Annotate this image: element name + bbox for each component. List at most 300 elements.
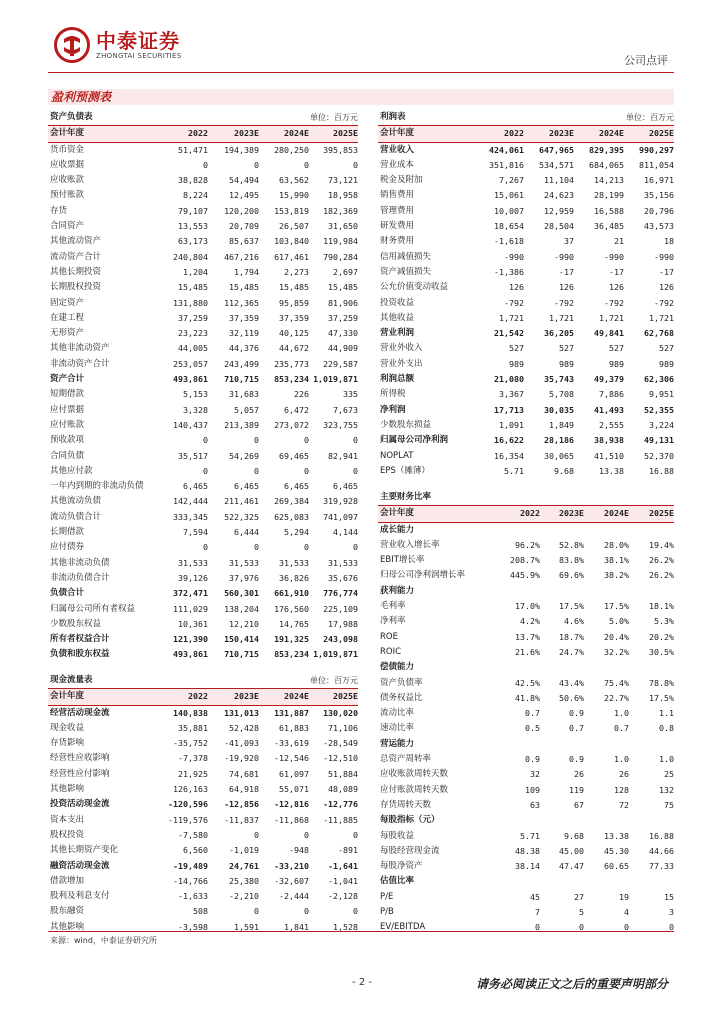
row-value: 111,029 — [173, 603, 208, 614]
row-value: 5.0% — [609, 616, 629, 627]
row-label: 其他影响 — [50, 921, 85, 932]
table-header-cell: 2022 — [166, 689, 208, 705]
row-value: 7,594 — [183, 527, 208, 538]
row-value: 5 — [579, 907, 584, 918]
row-value: 43,573 — [644, 221, 674, 232]
row-label: 投资收益 — [380, 297, 415, 308]
row-value: 85,637 — [229, 236, 260, 247]
row-value: 44,672 — [279, 343, 310, 354]
row-value: 31,650 — [328, 221, 359, 232]
row-label: 资产减值损失 — [380, 266, 432, 277]
row-label: 非流动资产合计 — [50, 358, 110, 369]
row-value: 17.5% — [559, 601, 584, 612]
row-value: 990,297 — [639, 144, 674, 155]
row-value: 1.0 — [659, 754, 674, 765]
row-value: -12,776 — [323, 799, 359, 810]
row-value: 1,721 — [549, 312, 574, 323]
row-value: 0 — [254, 906, 260, 917]
row-value: 28,186 — [544, 435, 574, 446]
row-label: 速动比率 — [380, 723, 415, 734]
row-label: 资产合计 — [50, 374, 85, 385]
row-value — [629, 660, 674, 675]
row-value: 684,065 — [589, 159, 624, 170]
row-value: 1,721 — [599, 312, 624, 323]
row-label: 经营性应付影响 — [50, 768, 110, 779]
row-value: 28.0% — [604, 539, 629, 550]
row-value: 52.8% — [559, 539, 584, 550]
row-value: 1,091 — [499, 419, 524, 430]
disclaimer: 请务必阅读正文之后的重要声明部分 — [475, 977, 668, 991]
table-row — [48, 647, 358, 662]
row-value: 37,359 — [279, 312, 310, 323]
row-value: 235,773 — [274, 358, 310, 369]
row-value: 229,587 — [323, 358, 359, 369]
row-value: 17.5% — [649, 692, 674, 703]
row-value: -41,093 — [224, 738, 260, 749]
row-label: 预收款项 — [50, 435, 85, 446]
row-label: 现金收益 — [50, 722, 85, 733]
table-row — [378, 372, 674, 387]
row-value: -12,546 — [274, 753, 310, 764]
row-value: 811,054 — [639, 159, 674, 170]
row-label: 负债和股东权益 — [50, 649, 110, 660]
row-value: 103,840 — [274, 236, 310, 247]
row-value: 10,361 — [178, 618, 208, 629]
row-value: 12,210 — [229, 618, 260, 629]
row-value: 269,384 — [274, 496, 310, 507]
row-label: 短期借款 — [50, 389, 85, 400]
row-value: 52,428 — [229, 722, 260, 733]
table-row — [48, 479, 358, 494]
row-label: P/B — [380, 907, 394, 918]
row-value: 95,859 — [279, 297, 310, 308]
row-value: 208.7% — [510, 555, 540, 566]
row-value: 853,234 — [274, 649, 310, 660]
row-value: 15 — [664, 891, 674, 902]
row-label: 货币资金 — [50, 144, 85, 155]
row-label: 存货周转天数 — [380, 799, 432, 810]
table-row — [48, 782, 358, 797]
row-label: 净利润 — [380, 404, 406, 415]
row-value: 1.0 — [614, 708, 629, 719]
table-title-row — [378, 490, 674, 506]
row-value: 351,816 — [489, 159, 524, 170]
income-statement-table — [378, 110, 674, 479]
row-value: 26 — [619, 769, 629, 780]
table-row — [48, 721, 358, 736]
row-value: 21 — [614, 236, 624, 247]
row-value: 176,560 — [274, 603, 310, 614]
row-value: 0.7 — [525, 708, 540, 719]
table-row — [378, 173, 674, 188]
row-value: -14,766 — [173, 875, 208, 886]
row-value: 35,881 — [178, 722, 208, 733]
row-value: 32,119 — [229, 328, 260, 339]
table-header-cell: 2025E — [629, 506, 674, 522]
row-value: -11,885 — [323, 814, 359, 825]
row-value: 49,131 — [644, 435, 674, 446]
row-value: 31,533 — [229, 557, 260, 568]
row-value: 776,774 — [323, 588, 359, 599]
table-row — [48, 586, 358, 601]
row-value — [540, 737, 584, 752]
row-value: 41,510 — [594, 450, 624, 461]
row-value: 140,437 — [173, 419, 208, 430]
row-label: 税金及附加 — [380, 175, 423, 186]
row-value: 13,553 — [178, 221, 208, 232]
row-value: 0 — [254, 829, 260, 840]
row-value: 4,144 — [333, 527, 359, 538]
row-value: 35,743 — [544, 374, 574, 385]
row-value: 395,853 — [323, 144, 359, 155]
table-row — [378, 311, 674, 326]
table-row — [378, 920, 674, 935]
row-value — [540, 522, 584, 538]
row-value: 42.5% — [515, 677, 540, 688]
table-header-cell: 2023E — [208, 126, 259, 142]
table-row — [48, 219, 358, 234]
row-value: 62,768 — [644, 328, 674, 339]
row-value: 47,330 — [328, 328, 359, 339]
table-row — [48, 843, 358, 858]
row-value: -1,641 — [328, 860, 359, 871]
table-row — [378, 844, 674, 859]
row-value: 240,804 — [173, 251, 208, 262]
row-value: 67 — [574, 799, 584, 810]
table-row — [48, 403, 358, 418]
table-header-cell: 2022 — [496, 506, 540, 522]
row-value: 3 — [669, 907, 674, 918]
row-value: 15,485 — [178, 282, 208, 293]
row-value: 0 — [203, 465, 208, 476]
row-value: 213,389 — [224, 419, 260, 430]
table-row — [378, 874, 674, 889]
row-value: 253,057 — [173, 358, 208, 369]
row-value: 20.2% — [649, 631, 674, 642]
table-row — [378, 464, 674, 479]
row-value: 17.0% — [515, 601, 540, 612]
row-value: 1,591 — [234, 921, 260, 932]
table-header-row — [48, 689, 358, 705]
row-value: 49,841 — [594, 328, 624, 339]
row-value: 24,761 — [229, 860, 260, 871]
table-row — [48, 265, 358, 280]
zhongtai-logo-icon — [54, 27, 90, 63]
row-value: 4.6% — [564, 616, 584, 627]
row-value: -3,598 — [178, 921, 208, 932]
row-label: 每股收益 — [380, 830, 415, 841]
row-value: 5.71 — [504, 465, 524, 476]
row-label: EBIT增长率 — [380, 555, 425, 566]
table-header-cell: 2024E — [259, 689, 309, 705]
row-value: 12,959 — [544, 205, 574, 216]
row-value: 15,061 — [494, 190, 524, 201]
row-value: 69.6% — [559, 570, 584, 581]
row-value: -1,618 — [494, 236, 524, 247]
row-value: 6,465 — [284, 481, 310, 492]
row-value: 194,389 — [224, 144, 260, 155]
table-row — [48, 234, 358, 249]
table-row — [48, 767, 358, 782]
row-value: 44,376 — [229, 343, 260, 354]
row-value: 560,301 — [224, 588, 260, 599]
row-label: 其他长期投资 — [50, 266, 102, 277]
row-value: 0 — [304, 159, 310, 170]
row-value: 52,370 — [644, 450, 674, 461]
table-unit: 单位：百万元 — [574, 110, 674, 126]
financial-ratios-table — [378, 490, 674, 936]
row-value: 0 — [304, 906, 310, 917]
row-value: -990 — [654, 251, 674, 262]
row-label: 估值比率 — [380, 876, 415, 887]
row-value: 16,354 — [494, 450, 524, 461]
row-label: 其他影响 — [50, 784, 85, 795]
row-value: 126 — [609, 282, 624, 293]
row-value: 30,065 — [544, 450, 574, 461]
row-label: 资本支出 — [50, 814, 85, 825]
row-label: 营运能力 — [380, 738, 415, 749]
table-row — [378, 737, 674, 752]
table-title: 现金流量表 — [48, 673, 259, 689]
table-row — [48, 889, 358, 904]
table-row — [48, 540, 358, 555]
row-label: 应付票据 — [50, 404, 85, 415]
row-value: 13.7% — [515, 631, 540, 642]
row-value: 1,204 — [183, 266, 208, 277]
row-value — [496, 584, 540, 599]
table-row — [378, 752, 674, 767]
row-value: 493,861 — [173, 374, 208, 385]
table-unit: 单位：百万元 — [259, 673, 358, 689]
table-row — [48, 556, 358, 571]
row-value: 31,533 — [178, 557, 208, 568]
table-row — [48, 813, 358, 828]
row-label: ROE — [380, 631, 398, 642]
table-row — [48, 387, 358, 402]
row-value: 131,880 — [173, 297, 208, 308]
row-value: -19,920 — [224, 753, 260, 764]
row-value: 508 — [193, 906, 208, 917]
row-label: 存货 — [50, 205, 68, 216]
row-label: 非流动负债合计 — [50, 572, 110, 583]
row-value: 20,796 — [644, 205, 674, 216]
table-row — [48, 874, 358, 889]
row-value: -17 — [559, 266, 574, 277]
row-label: 长期借款 — [50, 527, 85, 538]
row-value: 48.38 — [515, 845, 540, 856]
company-name-en: ZHONGTAI SECURITIES — [96, 51, 182, 60]
row-label: EV/EBITDA — [380, 922, 426, 933]
row-value: 5,153 — [183, 389, 208, 400]
table-header-cell: 2022 — [476, 126, 524, 142]
row-value: 75 — [664, 799, 674, 810]
row-value: 4.2% — [520, 616, 540, 627]
table-row — [378, 630, 674, 645]
row-value: -11,868 — [274, 814, 310, 825]
row-value: 6,465 — [234, 481, 260, 492]
row-value: 17,713 — [494, 404, 524, 415]
row-value: 527 — [659, 343, 674, 354]
row-value: 20,709 — [229, 221, 260, 232]
row-value: -17 — [659, 266, 674, 277]
row-value: 323,755 — [323, 419, 359, 430]
row-value: 112,365 — [224, 297, 260, 308]
row-label: 借款增加 — [50, 875, 85, 886]
row-value: 25,380 — [229, 875, 260, 886]
row-value: 5.3% — [654, 616, 674, 627]
row-value: 3,224 — [649, 419, 674, 430]
row-label: 偿债能力 — [380, 662, 415, 673]
row-value: 39,126 — [178, 572, 208, 583]
row-value: -2,128 — [328, 891, 359, 902]
row-value: 0 — [353, 159, 359, 170]
table-row — [378, 691, 674, 706]
row-value: -33,619 — [274, 738, 310, 749]
row-value: 38,938 — [594, 435, 624, 446]
table-row — [378, 813, 674, 828]
row-label: 应付债券 — [50, 542, 85, 553]
row-value — [584, 522, 629, 538]
row-label: 营业外收入 — [380, 343, 423, 354]
row-value: 28,199 — [594, 190, 624, 201]
table-row — [378, 403, 674, 418]
row-label: 其他流动负债 — [50, 496, 102, 507]
table-row — [48, 449, 358, 464]
row-value: 37,259 — [328, 312, 359, 323]
row-value: 131,887 — [274, 707, 310, 718]
row-value: 19 — [619, 891, 629, 902]
table-row — [378, 798, 674, 813]
row-value: 0.5 — [525, 723, 540, 734]
row-value: 6,465 — [183, 481, 208, 492]
footer-divider — [48, 931, 674, 932]
row-label: 合同资产 — [50, 221, 85, 232]
table-title: 利润表 — [378, 110, 574, 126]
table-row — [48, 188, 358, 203]
row-label: 股利及利息支付 — [50, 891, 110, 902]
table-row — [48, 341, 358, 356]
row-value: 1,019,871 — [313, 374, 359, 385]
row-value: 28,504 — [544, 221, 574, 232]
table-row — [378, 234, 674, 249]
table-row — [378, 538, 674, 553]
row-label: 研发费用 — [380, 221, 415, 232]
row-value: 37,259 — [178, 312, 208, 323]
table-row — [378, 204, 674, 219]
row-value: 61,097 — [279, 768, 310, 779]
row-value: 790,284 — [323, 251, 359, 262]
row-value: 372,471 — [173, 588, 208, 599]
row-value: 55,071 — [279, 784, 310, 795]
row-value: 60.65 — [604, 861, 629, 872]
row-value: 0 — [353, 906, 359, 917]
row-value — [496, 813, 540, 828]
row-label: 流动比率 — [380, 708, 415, 719]
row-value: 0 — [353, 435, 359, 446]
row-value: 26,507 — [279, 221, 310, 232]
row-value: 0 — [624, 922, 629, 933]
row-value: 16,971 — [644, 175, 674, 186]
row-value: 1,528 — [333, 921, 359, 932]
row-value — [629, 522, 674, 538]
table-row — [48, 418, 358, 433]
company-logo — [54, 27, 182, 63]
data-source: 来源：wind，中泰证券研究所 — [50, 936, 157, 945]
row-value: 83.8% — [559, 555, 584, 566]
row-value: -33,210 — [274, 860, 310, 871]
row-value: 78.8% — [649, 677, 674, 688]
table-row — [48, 571, 358, 586]
table-row — [378, 676, 674, 691]
row-value: 52,355 — [644, 404, 674, 415]
row-label: 负债合计 — [50, 588, 85, 599]
row-value: 0.8 — [659, 723, 674, 734]
row-value: 44,909 — [328, 343, 359, 354]
row-value: 31,533 — [328, 557, 359, 568]
row-value: -891 — [338, 845, 359, 856]
row-value: 0.9 — [569, 708, 584, 719]
row-value: -11,837 — [224, 814, 260, 825]
row-value: 4 — [624, 907, 629, 918]
row-label: 融资活动现金流 — [50, 860, 110, 871]
table-header-cell: 2023E — [208, 689, 259, 705]
table-row — [48, 357, 358, 372]
row-value — [629, 813, 674, 828]
row-value — [629, 737, 674, 752]
row-value — [584, 813, 629, 828]
row-value: 21.6% — [515, 646, 540, 657]
row-value: 9.68 — [564, 830, 584, 841]
table-row — [378, 522, 674, 538]
row-value: 45.30 — [604, 845, 629, 856]
row-value: -1,019 — [229, 845, 260, 856]
row-value: 24,623 — [544, 190, 574, 201]
row-value: 128 — [614, 784, 629, 795]
row-value: 2,273 — [284, 266, 310, 277]
row-value: 37,976 — [229, 572, 260, 583]
row-value: 54,494 — [229, 175, 260, 186]
table-title-row — [378, 110, 674, 126]
header-divider — [48, 72, 674, 73]
row-value — [496, 737, 540, 752]
table-unit — [584, 490, 674, 506]
row-value: 19.4% — [649, 539, 674, 550]
row-value: 27 — [574, 891, 584, 902]
row-value: 445.9% — [510, 570, 540, 581]
table-unit: 单位：百万元 — [259, 110, 358, 126]
table-row — [48, 510, 358, 525]
row-value: -990 — [504, 251, 524, 262]
row-value: 31,533 — [279, 557, 310, 568]
table-row — [378, 721, 674, 736]
cash-flow-table — [48, 673, 358, 935]
row-value: 132 — [659, 784, 674, 795]
row-value: 6,472 — [284, 404, 310, 415]
row-value: 226 — [294, 389, 310, 400]
row-value: 14,213 — [594, 175, 624, 186]
table-row — [48, 828, 358, 843]
row-value: 15,485 — [279, 282, 310, 293]
row-label: 其他长期资产变化 — [50, 845, 119, 856]
row-value: 225,109 — [323, 603, 359, 614]
row-label: 毛利率 — [380, 601, 406, 612]
row-label: 营业成本 — [380, 159, 415, 170]
row-label: 无形资产 — [50, 328, 85, 339]
row-value: 0 — [203, 159, 208, 170]
row-value: 45 — [530, 891, 540, 902]
row-value: 140,838 — [173, 707, 208, 718]
row-value: 126 — [659, 282, 674, 293]
